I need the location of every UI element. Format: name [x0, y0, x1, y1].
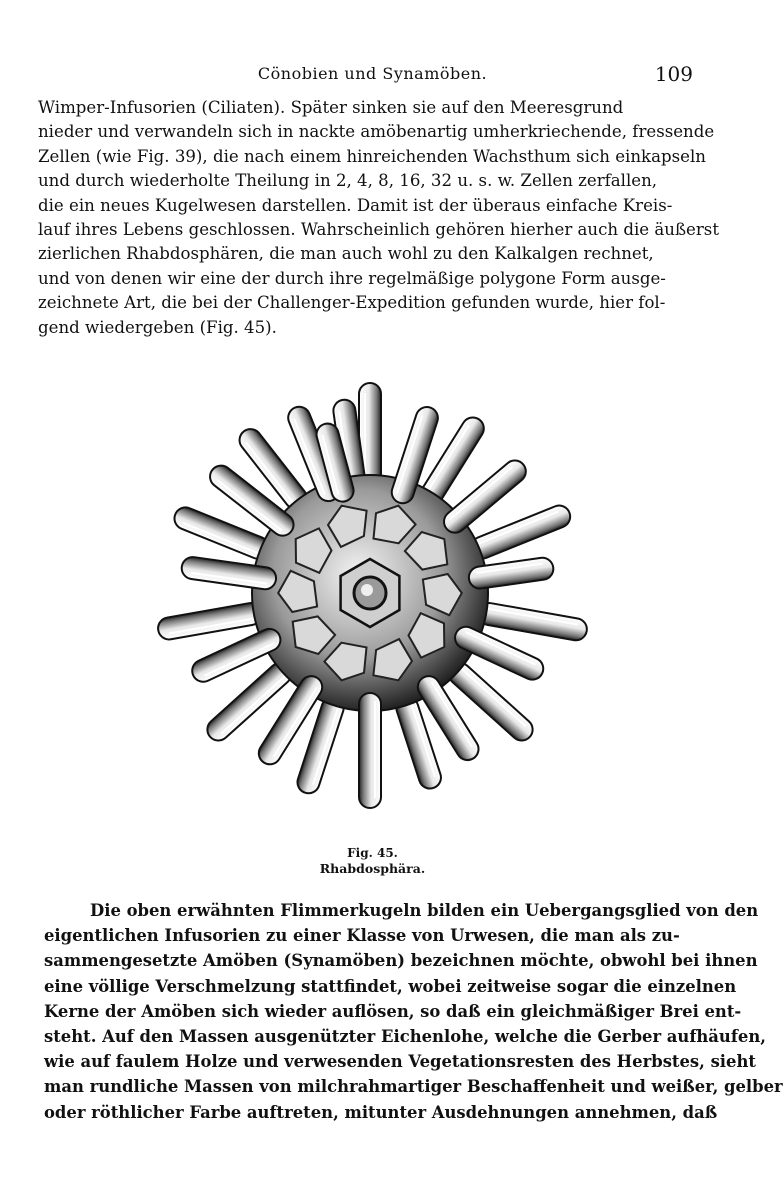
- text-line: [38, 120, 715, 144]
- text-line-content: eine völlige Verschmelzung stattfindet, wobei zeitweise sogar die einzelnen: [44, 976, 737, 996]
- text-line: [38, 291, 696, 315]
- rhabdosphaera-engraving: [125, 368, 615, 848]
- text-line: [44, 898, 759, 923]
- text-line-content: lauf ihres Lebens geschlossen. Wahrscheinlich gehören hierher auch die äußerst: [38, 219, 719, 239]
- text-line: [44, 974, 737, 999]
- text-line-content: Wimper-Infusorien (Ciliaten). Später sinken sie auf den Meeresgrund: [38, 98, 624, 117]
- text-line: [44, 948, 758, 973]
- text-line-content: Kerne der Amöben sich wieder auflösen, so daß ein gleichmäßiger Brei ent-: [44, 1001, 742, 1021]
- figure-title: Rhabdosphära.: [319, 861, 426, 876]
- rod: [476, 601, 588, 642]
- socket-highlight: [361, 584, 373, 596]
- text-line: [38, 218, 719, 242]
- rod-shaft: [156, 601, 263, 641]
- text-line-content: sammengesetzte Amöben (Synamöben) bezeichnen möchte, obwohl bei ihnen: [44, 951, 758, 971]
- text-line-content: gend wiedergeben (Fig. 45).: [38, 317, 277, 337]
- text-line: [38, 145, 706, 169]
- text-line: [38, 194, 696, 218]
- rhabdosphaera-illustration: [125, 368, 615, 848]
- text-line: [44, 1024, 766, 1049]
- text-line: [38, 316, 696, 340]
- text-line-content: eigentlichen Infusorien zu einer Klasse von Urwesen, die man als zu-: [44, 926, 680, 946]
- running-title: Cönobien und Synamöben.: [257, 64, 488, 83]
- figure-number: Fig. 45.: [347, 846, 398, 860]
- text-line-content: oder röthlicher Farbe auftreten, mitunter Ausdehnungen annehmen, daß: [44, 1102, 718, 1122]
- text-line-content: die ein neues Kugelwesen darstellen. Damit ist der überaus einfache Kreis-: [38, 195, 673, 215]
- text-line-content: Zellen (wie Fig. 39), die nach einem hinreichenden Wachsthum sich einkapseln: [38, 146, 706, 166]
- text-line-content: wie auf faulem Holze und verwesenden Vegetationsresten des Herbstes, sieht: [44, 1052, 756, 1072]
- text-line: [44, 1100, 718, 1125]
- paragraph-2: [44, 898, 783, 1125]
- text-line-content: zeichnete Art, die bei der Challenger-Expedition gefunden wurde, hier fol-: [38, 293, 666, 313]
- text-line-content: nieder und verwandeln sich in nackte amöbenartig umherkriechende, fressende: [38, 122, 715, 142]
- rod: [156, 601, 263, 641]
- running-head: [0, 62, 745, 88]
- text-line: [38, 242, 696, 266]
- text-line: [44, 999, 742, 1024]
- text-line: [44, 1049, 756, 1074]
- text-line: [38, 169, 696, 193]
- text-line-content: man rundliche Massen von milchrahmartiger Beschaffenheit und weißer, gelber: [44, 1077, 783, 1097]
- text-line-content: Die oben erwähnten Flimmerkugeln bilden ein Uebergangsglied von den: [90, 901, 759, 920]
- text-line-content: steht. Auf den Massen ausgenützter Eichenlohe, welche die Gerber aufhäufen,: [44, 1026, 766, 1046]
- text-line: [44, 1074, 783, 1099]
- rod: [359, 693, 381, 808]
- text-line: [38, 267, 696, 291]
- text-line: [38, 96, 696, 120]
- paragraph-1: [38, 96, 719, 340]
- rod-shaft: [476, 601, 588, 642]
- page-number: 109: [654, 62, 693, 86]
- text-line-content: und von denen wir eine der durch ihre regelmäßige polygone Form ausge-: [38, 268, 666, 288]
- text-line-content: und durch wiederholte Theilung in 2, 4, 8, 16, 32 u. s. w. Zellen zerfallen,: [38, 171, 658, 191]
- rod-shaft: [359, 693, 381, 808]
- text-line-content: zierlichen Rhabdosphären, die man auch wohl zu den Kalkalgen rechnet,: [38, 244, 654, 264]
- text-line: [44, 923, 696, 948]
